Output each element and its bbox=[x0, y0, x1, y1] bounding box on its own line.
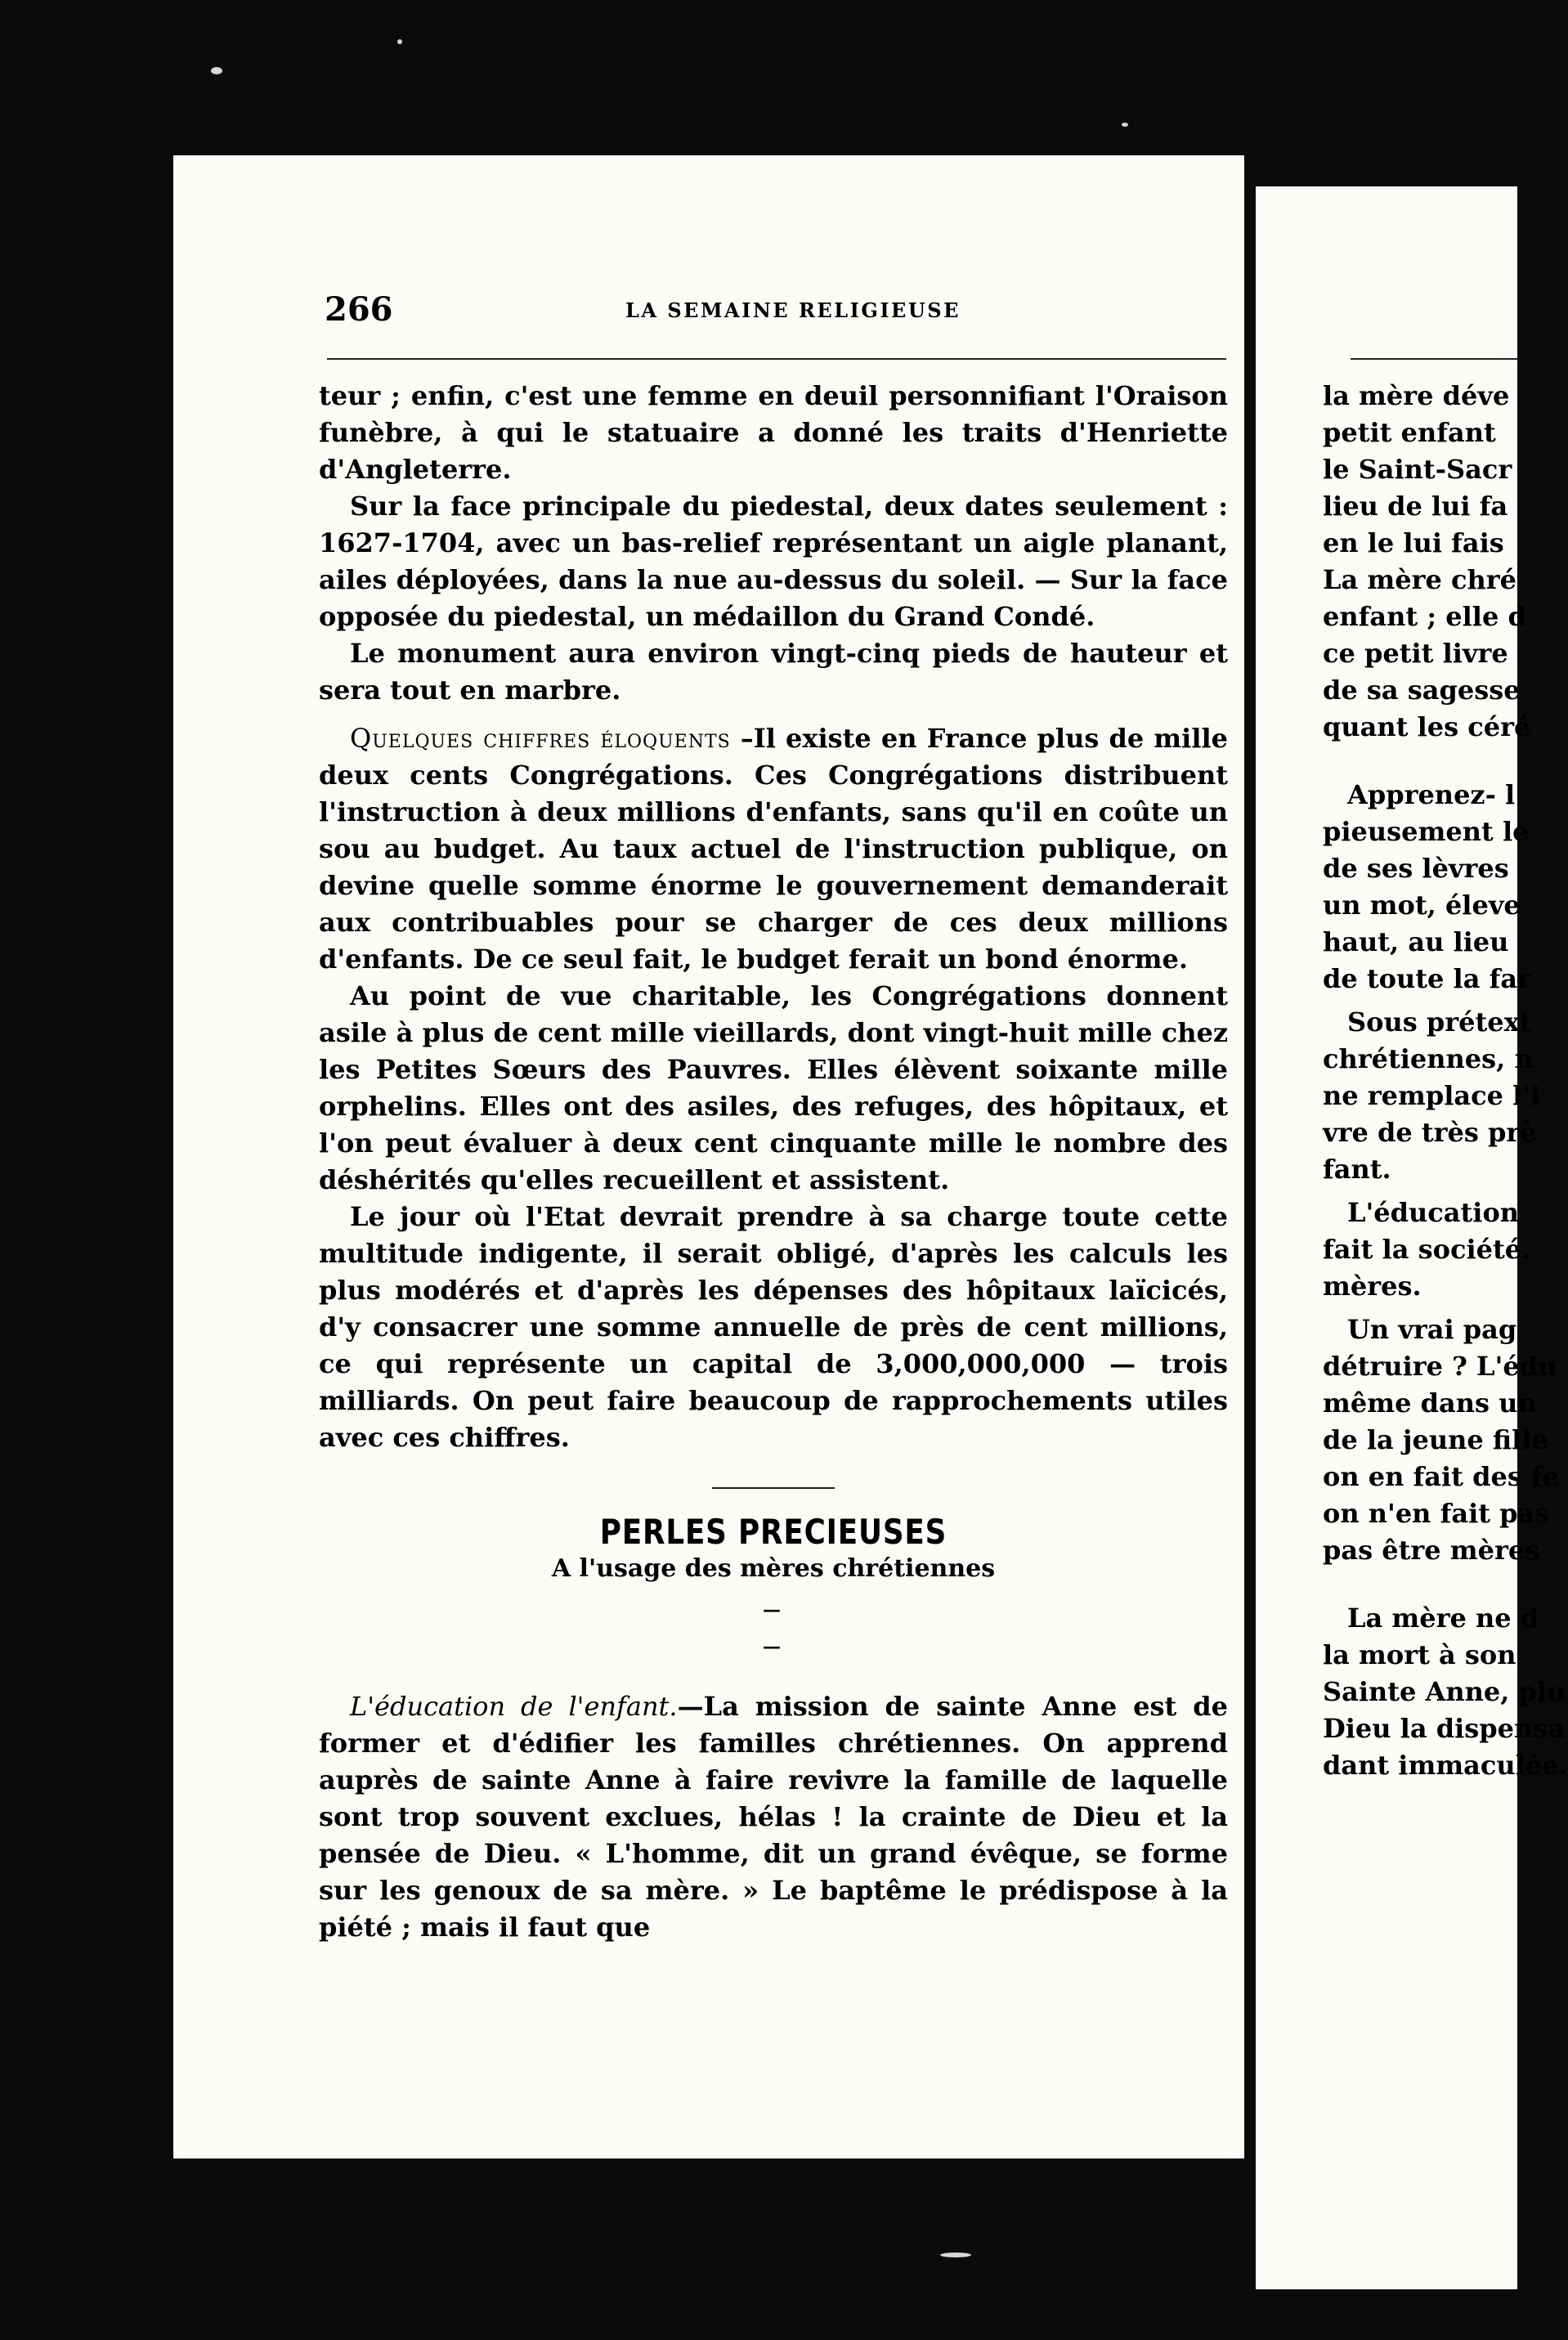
fragment-line: pieusement le bbox=[1323, 816, 1530, 847]
dust-speck bbox=[940, 2253, 971, 2257]
fragment-line: la mère déve bbox=[1323, 380, 1510, 411]
fragment-line: fant. bbox=[1323, 1154, 1391, 1185]
fragment-line: La mère chré bbox=[1323, 564, 1516, 595]
fragment-line: ne remplace l'i bbox=[1323, 1080, 1541, 1111]
fragment-line: détruire ? L'édu bbox=[1323, 1351, 1557, 1382]
fragment-line: Dieu la dispensa bbox=[1323, 1713, 1565, 1744]
fragment-line: un mot, éleve bbox=[1323, 890, 1521, 921]
fragment-line: lieu de lui fa bbox=[1323, 491, 1508, 522]
education-lead: L'éducation de l'enfant. bbox=[350, 1691, 678, 1722]
fragment-line: quant les céré bbox=[1323, 711, 1531, 742]
fragment-line: enfant ; elle d bbox=[1323, 601, 1526, 632]
fragment-line: de toute la far bbox=[1323, 963, 1531, 994]
fragment-line: le Saint-Sacr bbox=[1323, 454, 1512, 485]
fragment-line: fait la société. bbox=[1323, 1234, 1531, 1265]
paragraph: Sur la face principale du piedestal, deux dates seulement : 1627-1704, avec un bas-relief représentant un aigle planant, ailes déployées, dans la nue au-dessus du soleil. — Sur la face opposée du piedestal, un médaillon du Grand Condé. bbox=[319, 491, 1228, 632]
section-subtitle: A l'usage des mères chrétiennes bbox=[551, 1554, 996, 1583]
section-title: PERLES PRECIEUSES bbox=[599, 1512, 948, 1552]
fragment-line: La mère ne d bbox=[1347, 1603, 1539, 1634]
chiffres-paragraph bbox=[319, 720, 1228, 978]
page-number: 266 bbox=[325, 290, 393, 329]
fragment-line: même dans un bbox=[1323, 1387, 1537, 1419]
fragment-line: L'éducation bbox=[1347, 1197, 1520, 1228]
right-header-rule bbox=[1351, 358, 1517, 360]
fragment-line: vre de très prè bbox=[1323, 1117, 1537, 1148]
dust-speck bbox=[1122, 123, 1128, 127]
fragment-line: on en fait des fe bbox=[1323, 1461, 1560, 1492]
fragment-line: on n'en fait pas bbox=[1323, 1498, 1550, 1529]
fragment-line: petit enfant bbox=[1323, 417, 1496, 448]
chiffres-heading: Quelques chiffres éloquents bbox=[350, 723, 731, 754]
fragment-line: Sainte Anne, plu bbox=[1323, 1676, 1566, 1707]
fragment-line: chrétiennes, n bbox=[1323, 1043, 1534, 1074]
fragment-line: en le lui fais bbox=[1323, 527, 1504, 558]
fragment-line: ce petit livre bbox=[1323, 638, 1508, 669]
running-head bbox=[325, 290, 1404, 339]
fragment-line: de la jeune fille bbox=[1323, 1424, 1548, 1455]
education-paragraph bbox=[319, 1688, 1228, 1946]
education-text: —La mission de sainte Anne est de former et d'édifier les familles chrétiennes. On apprend auprès de sainte Anne à faire revivre la famille de laquelle sont trop souvent exclues, hélas ! la crainte de Dieu et la pensée de Dieu. « L'homme, dit un grand évêque, se forme sur les genoux de sa mère. » Le baptême le prédispose à la piété ; mais il faut que bbox=[319, 1691, 1228, 1943]
fragment-line: Sous prétext bbox=[1347, 1006, 1532, 1038]
fragment-line: Un vrai pag bbox=[1347, 1314, 1517, 1345]
fragment-line: pas être mères bbox=[1323, 1535, 1540, 1566]
fragment-line: haut, au lieu bbox=[1323, 926, 1509, 957]
article-body bbox=[319, 378, 1228, 1946]
section-separator bbox=[712, 1487, 835, 1489]
fragment-line: de sa sagesse bbox=[1323, 675, 1521, 706]
mini-separator: — — bbox=[763, 1599, 784, 1657]
paragraph: Le jour où l'Etat devrait prendre à sa charge toute cette multitude indigente, il serait obligé, d'après les calculs les plus modérés et d'après les dépenses des hôpitaux laïcicés, d'y consacrer une somme annuelle de près de cent millions, ce qui représente un capital de 3,000,000,000 — trois milliards. On peut faire beaucoup de rapprochements utiles avec ces chiffres. bbox=[319, 1201, 1228, 1453]
running-title: LA SEMAINE RELIGIEUSE bbox=[625, 298, 961, 322]
fragment-line: la mort à son bbox=[1323, 1639, 1516, 1670]
header-rule bbox=[327, 358, 1226, 360]
chiffres-text: –Il existe en France plus de mille deux cents Congrégations. Ces Congrégations distribuent l'instruction à deux millions d'enfants, sans qu'il en coûte un sou au budget. Au taux actuel de l'instruction publique, on devine quelle somme énorme le gouvernement demanderait aux contribuables pour se charger de ces deux millions d'enfants. De ce seul fait, le budget ferait un bond énorme. bbox=[319, 723, 1228, 975]
fragment-line: de ses lèvres bbox=[1323, 853, 1509, 884]
fragment-line: Apprenez- l bbox=[1347, 779, 1516, 810]
paragraph: teur ; enfin, c'est une femme en deuil personnifiant l'Oraison funèbre, à qui le statuaire a donné les traits d'Henriette d'Angleterre. bbox=[319, 380, 1228, 485]
paragraph: Le monument aura environ vingt-cinq pieds de hauteur et sera tout en marbre. bbox=[319, 638, 1228, 706]
right-column-fragment bbox=[1323, 378, 1568, 2340]
dust-speck bbox=[397, 39, 402, 44]
paragraph: Au point de vue charitable, les Congrégations donnent asile à plus de cent mille vieillards, dont vingt-huit mille chez les Petites Sœurs des Pauvres. Elles élèvent soixante mille orphelins. Elles ont des asiles, des refuges, des hôpitaux, et l'on peut évaluer à deux cent cinquante mille le nombre des déshérités qu'elles recueillent et assistent. bbox=[319, 980, 1228, 1195]
fragment-line: mères. bbox=[1323, 1271, 1422, 1302]
dust-speck bbox=[211, 67, 222, 74]
fragment-line: dant immaculée. bbox=[1323, 1750, 1568, 1781]
